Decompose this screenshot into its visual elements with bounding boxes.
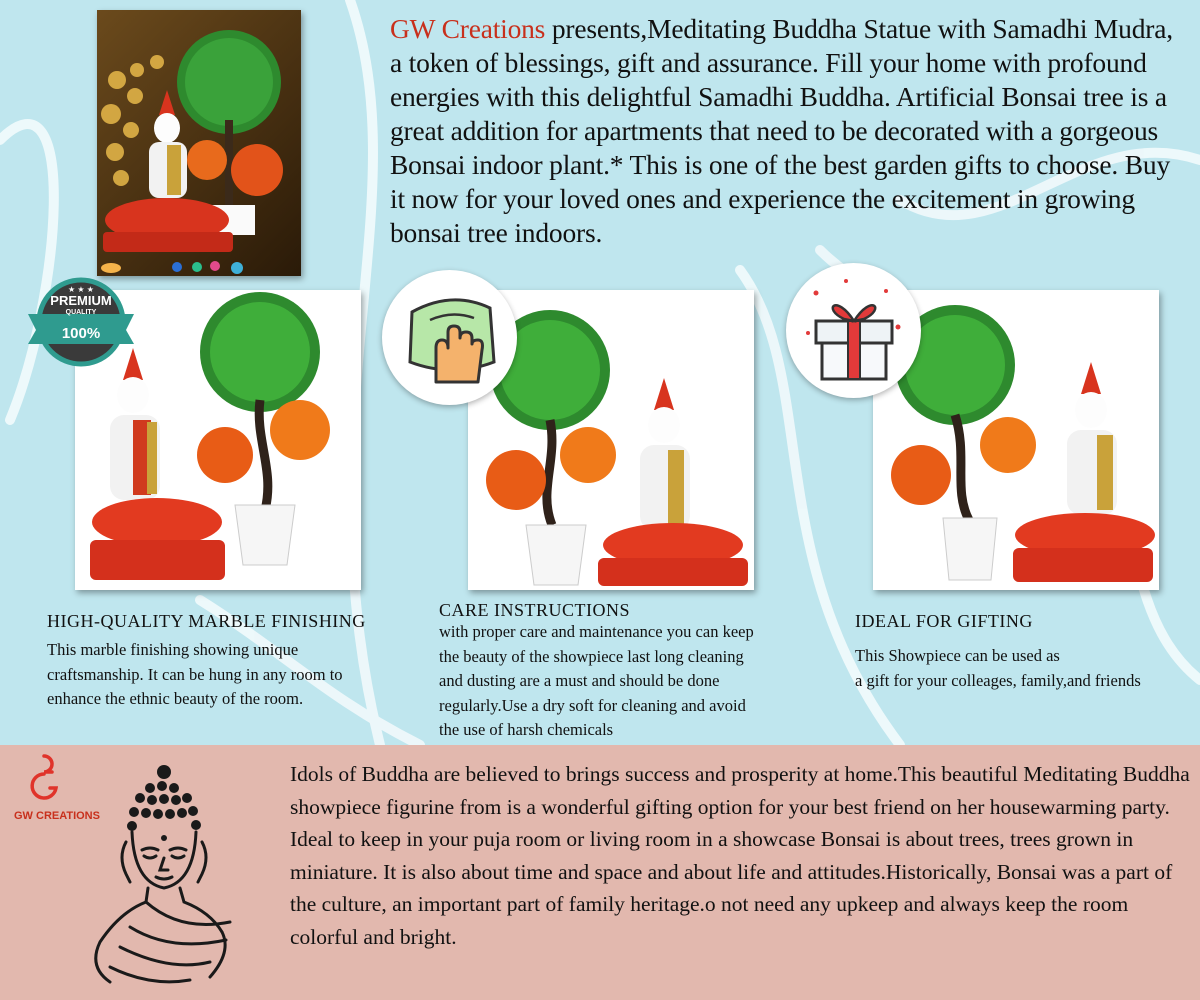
bottom-paragraph: Idols of Buddha are believed to brings success and prosperity at home.This beautiful Meditating Buddha showpiece figurine from is a wonderful gifting option for your best friend on her housewarming party. Ideal to keep in your puja room or living room in a showcase Bonsai is about trees, trees grown in miniature. It is also about time and space and about life and attitudes.Historically, Bonsai was a part of the culture, an important part of family heritage.o not need any upkeep and always keep the room colorful and bright. <box>290 762 1190 949</box>
feature-line: enhance the ethnic beauty of the room. <box>47 689 304 708</box>
feature-line: This Showpiece can be used as <box>855 646 1060 665</box>
badge-line3: 100% <box>61 325 101 342</box>
top-product-photo <box>97 10 301 276</box>
gift-box-icon <box>786 263 921 398</box>
buddha-line-art <box>60 762 240 992</box>
feature-line: with proper care and maintenance you can keep <box>439 622 754 641</box>
feature-title-gifting: IDEAL FOR GIFTING <box>855 611 1033 631</box>
feature-line: and dusting are a must and should be done <box>439 671 720 690</box>
svg-text:★ ★ ★: ★ ★ ★ <box>68 285 94 294</box>
brand-name: GW Creations <box>390 13 546 44</box>
premium-quality-badge <box>26 272 136 372</box>
feature-body-marble <box>47 638 427 712</box>
badge-line1: PREMIUM <box>50 293 112 308</box>
feature-line: This marble finishing showing unique <box>47 640 299 659</box>
feature-line: the use of harsh chemicals <box>439 720 614 739</box>
feature-body-care <box>439 620 839 743</box>
feature-title-marble: HIGH-QUALITY MARBLE FINISHING <box>47 611 366 631</box>
intro-text: presents,Meditating Buddha Statue with Samadhi Mudra, a token of blessings, gift and assurance. Fill your home with profound energies with this delightful Samadhi Buddha. Artificial Bonsai tree is a great addition for apartments that need to be decorated with a gorgeous Bonsai indoor plant.* This is one of the best garden gifts to choose. Buy it now for your loved ones and experience the excitement in growing bonsai tree indoors. <box>390 13 1173 248</box>
logo-text: GW CREATIONS <box>14 810 100 822</box>
feature-line: a gift for your colleages, family,and friends <box>855 670 1141 690</box>
cleaning-hand-icon <box>382 270 517 405</box>
feature-line: craftsmanship. It can be hung in any room to <box>47 664 343 684</box>
feature-line: the beauty of the showpiece last long cleaning <box>439 646 744 666</box>
feature-title-care: CARE INSTRUCTIONS <box>439 600 631 620</box>
intro-paragraph <box>390 12 1190 250</box>
feature-line: regularly.Use a dry soft for cleaning and avoid <box>439 695 746 715</box>
feature-body-gifting <box>855 644 1195 693</box>
badge-line2: QUALITY <box>65 309 97 316</box>
